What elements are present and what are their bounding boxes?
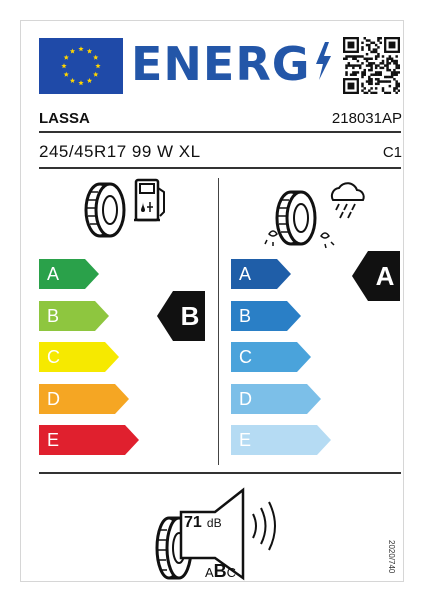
noise-class-c: C	[226, 565, 237, 580]
noise-class	[205, 561, 236, 582]
qr-code-icon	[343, 37, 400, 94]
wet-grip-bar-e	[231, 425, 331, 455]
fuel-bar-label: C	[47, 347, 60, 367]
fuel-bar-label: D	[47, 388, 60, 409]
fuel-bar-label: B	[47, 305, 60, 326]
divider	[39, 131, 401, 133]
wet-grip-bar-label: A	[239, 264, 252, 284]
wet-grip-rating-letter: A	[375, 261, 395, 291]
wet-grip-rating-marker	[352, 251, 400, 305]
noise-value	[184, 512, 230, 538]
fuel-bar-label: E	[47, 430, 60, 450]
wet-grip-bar-label: B	[239, 305, 252, 326]
fuel-bar-d	[39, 384, 129, 414]
brand-name: LASSA	[39, 110, 90, 127]
divider	[39, 167, 401, 169]
fuel-bar-a	[39, 259, 99, 289]
fuel-rating-marker	[157, 291, 205, 345]
divider	[39, 472, 401, 474]
fuel-bar-e	[39, 425, 139, 455]
wet-grip-bar-label: E	[239, 430, 252, 450]
fuel-bar-label: A	[47, 264, 60, 284]
wet-grip-bar-c	[231, 342, 311, 372]
wet-grip-bar-b	[231, 301, 301, 331]
wet-grip-bar-d	[231, 384, 321, 414]
rain-cloud-tyre-icon	[263, 178, 373, 254]
wet-grip-bar-a	[231, 259, 291, 289]
noise-class-b: B	[213, 561, 227, 581]
fuel-bar-b	[39, 301, 109, 331]
noise-class-a: A	[205, 565, 214, 580]
wet-grip-bar-label: C	[239, 347, 252, 367]
energy-title: ENERG	[131, 37, 311, 91]
regulation-number: 2020/740	[387, 540, 396, 574]
tyre-class: C1	[382, 144, 402, 161]
fuel-bar-c	[39, 342, 119, 372]
tyre-size: 245/45R17 99 W XL	[39, 142, 201, 161]
fuel-pump-tyre-icon	[80, 178, 170, 242]
wet-grip-bar-label: D	[239, 388, 252, 409]
noise-db-value: 71	[184, 514, 202, 531]
article-code: 218031AP	[331, 110, 402, 127]
fuel-rating-letter: B	[180, 301, 200, 331]
lightning-bolt-icon	[313, 40, 333, 86]
eu-flag-icon	[39, 38, 123, 94]
noise-db-unit: dB	[206, 516, 222, 530]
column-separator	[218, 178, 219, 465]
